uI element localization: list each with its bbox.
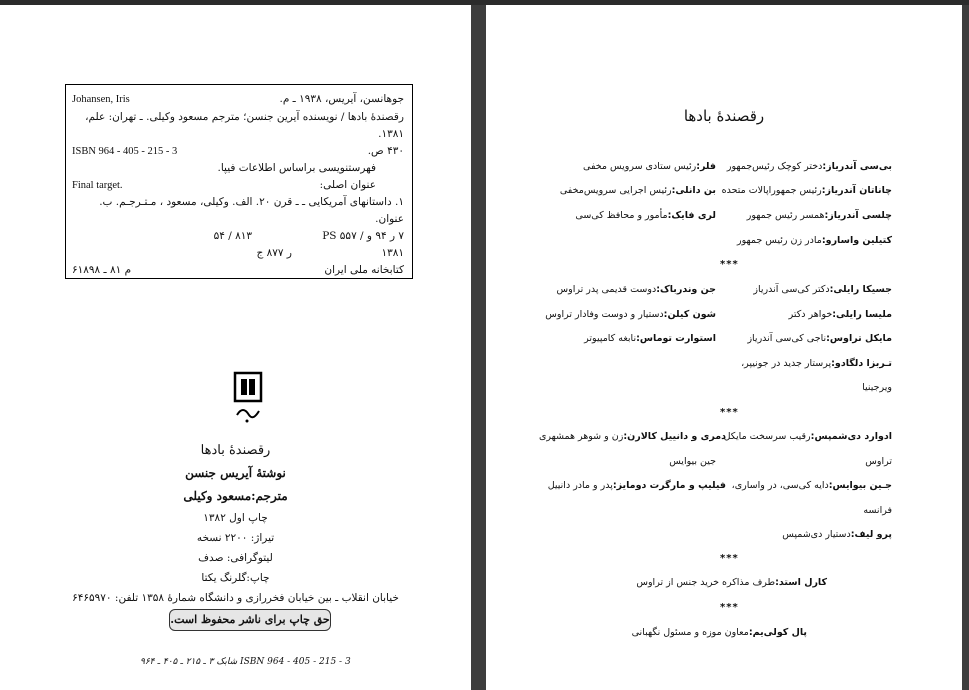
imprint-printing: چاپ:گلرنگ یکتا	[201, 572, 270, 584]
catalog-card	[65, 84, 413, 279]
catalog-original-title-label: عنوان اصلی:	[319, 179, 376, 191]
character-entry: جن وندرباک:دوست قدیمی پدر تراوس	[556, 284, 716, 295]
catalog-subject: ۱. داستانهای آمریکایی ـ ـ قرن ۲۰. الف. وکیلی، مسعود ، مـتـرجـم. ب.	[99, 196, 404, 208]
character-entry: پال کولی‌یم:معاون موزه و مسئول نگهبانی	[631, 627, 807, 638]
character-entry: لری فایک:مأمور و محافظ کی‌سی	[575, 210, 716, 221]
section-separator: ***	[720, 553, 739, 564]
catalog-fipa: فهرستنویسی براساس اطلاعات فیپا.	[217, 162, 376, 174]
catalog-author-fa: جوهانسن، آیریس، ۱۹۳۸ ـ م.	[279, 93, 404, 105]
character-entry: کارل استد:طرف مذاکره خرید جنس از تراوس	[636, 577, 827, 588]
imprint-translator: مترجم:مسعود وکیلی	[183, 489, 288, 503]
catalog-isbn: ISBN 964 - 405 - 215 - 3	[72, 146, 178, 157]
character-entry: بن دانلی:رئیس اجرایی سرویس‌مخفی	[559, 185, 716, 196]
page-gutter	[471, 5, 486, 690]
character-entry: تـربزا دلگادو:پرستار جدید در جونیپر،	[741, 358, 892, 369]
character-entry-continued: ویرجینیا	[862, 382, 892, 393]
left-page	[0, 5, 471, 690]
character-entry-continued: فرانسه	[863, 505, 892, 516]
character-entry: مایکل تراوس:ناجی کی‌سی آندریاز	[747, 333, 892, 344]
character-entry: دمری و دانییل کالارن:زن و شوهر همشهری	[538, 431, 726, 442]
character-entry-continued: تراوس	[865, 456, 892, 467]
catalog-title-label: عنوان.	[375, 213, 404, 225]
character-entry: جسیکا رایلی:دکتر کی‌سی آندریاز	[753, 284, 892, 295]
character-entry: بی‌سی آندریاز:دختر کوچک رئیس‌جمهور	[726, 161, 892, 172]
imprint-book-title: رقصندهٔ بادها	[200, 443, 271, 458]
viewer-right-margin	[962, 5, 969, 690]
character-entry: چلسی آندریاز:همسر رئیس جمهور	[746, 210, 892, 221]
catalog-author-en: Johansen, Iris	[72, 94, 130, 105]
catalog-class-a: ۷ ر ۹۴ و / PS ۵۵۷	[322, 230, 404, 242]
character-entry: فلر:رئیس ستادی سرویس مخفی	[583, 161, 716, 172]
catalog-lib-number: م ۸۱ ـ ۶۱۸۹۸	[72, 264, 132, 276]
character-entry: استوارت توماس:نابغه کامپیوتر	[584, 333, 716, 344]
catalog-pages: ۴۳۰ ص.	[367, 145, 404, 157]
section-separator: ***	[720, 259, 739, 270]
catalog-title-line: رقصندهٔ بادها / نویسنده آیرین جنسن؛ مترجم مسعود وکیلی. ـ تهران: علم،	[85, 111, 404, 123]
character-entry: ادوارد دی‌شمپس:رقیب سرسخت مایکل	[723, 431, 892, 442]
isbn-footer: شابک ۳ ـ ۲۱۵ ـ ۴۰۵ ـ ۹۶۴ ISBN 964 - 405 - 215 - 3	[140, 657, 351, 667]
imprint-lithography: لیتوگرافی: صدف	[198, 552, 273, 564]
section-separator: ***	[720, 407, 739, 418]
imprint-address: خیابان انقلاب ـ بین خیابان فخررازی و دانشگاه شمارهٔ ۱۳۵۸ تلفن: ۶۴۶۵۹۷۰	[72, 592, 399, 604]
character-entry: جـین بیوایس:دایه کی‌سی، در واساری،	[731, 480, 892, 491]
character-entry: فیلیپ و مارگرت دومایز:پدر و مادر دانییل	[547, 480, 726, 491]
catalog-cutter: ر ۸۷۷ ج	[256, 247, 292, 259]
copyright-notice: حق چاپ برای ناشر محفوظ است.	[169, 609, 331, 631]
imprint-edition: چاپ اول ۱۳۸۲	[203, 512, 268, 524]
catalog-year: ۱۳۸۱	[381, 247, 404, 259]
right-page	[486, 5, 962, 690]
character-entry: شون کیلن:دستیار و دوست وفادار تراوس	[545, 309, 716, 320]
character-entry-continued: جین بیوایس	[669, 456, 716, 467]
catalog-library: کتابخانه ملی ایران	[324, 264, 404, 276]
characters-page-title: رقصندهٔ بادها	[683, 107, 765, 125]
character-entry: چاناتان آندریاز:رئیس جمهوراپالات متحده	[721, 185, 892, 196]
character-entry: ملیسا رایلی:خواهر دکتر	[788, 309, 892, 320]
character-entry: کتیلین واسارو:مادر زن رئیس جمهور	[736, 235, 892, 246]
imprint-print-run: تیراژ: ۲۲۰۰ نسخه	[196, 532, 275, 544]
catalog-original-title: Final target.	[72, 180, 123, 191]
catalog-class-b: ۸۱۳ / ۵۴	[213, 230, 252, 242]
catalog-title-year: ۱۳۸۱.	[378, 128, 404, 140]
imprint-author: نوشتهٔ آیریس جنسن	[185, 466, 286, 480]
character-entry: پرو لیف:دستیار دی‌شمپس	[782, 529, 892, 540]
publisher-logo-icon	[233, 371, 263, 427]
section-separator: ***	[720, 602, 739, 613]
